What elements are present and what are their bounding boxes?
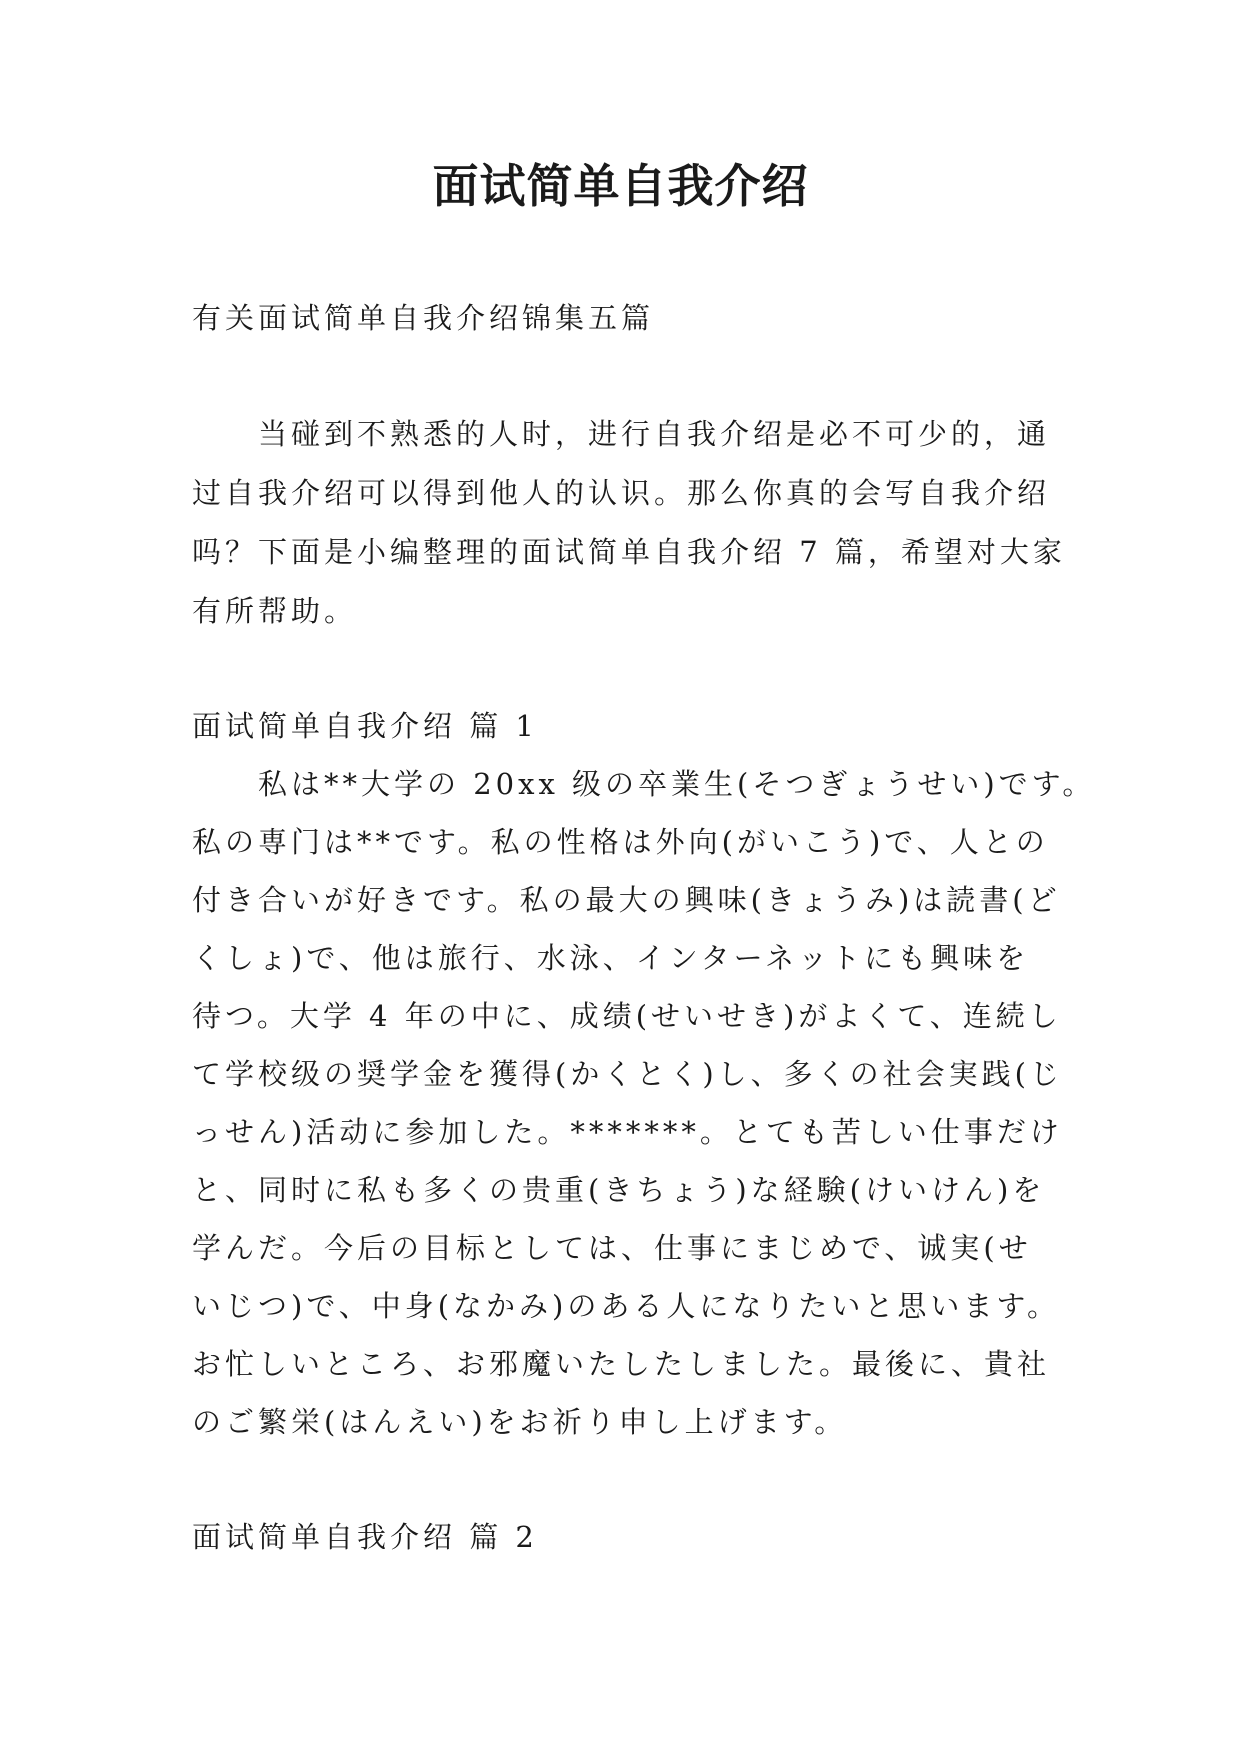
body-line: 私は**大学の 20xx 级の卒業生(そつぎょうせい)です。	[258, 767, 1096, 801]
body-line: 私の専门は**です。私の性格は外向(がいこう)で、人との	[192, 825, 1049, 859]
intro-line: 当碰到不熟悉的人时，进行自我介绍是必不可少的，通	[258, 417, 1051, 451]
body-line: 学んだ。今后の目标としては、仕事にまじめで、诚実(せ	[192, 1231, 1032, 1265]
body-line: 付き合いが好きです。私の最大の興味(きょうみ)は読書(ど	[192, 883, 1061, 917]
body-line: て学校级の奨学金を獲得(かくとく)し、多くの社会実践(じ	[192, 1057, 1063, 1091]
body-line: のご繁栄(はんえい)をお祈り申し上げます。	[192, 1405, 848, 1439]
intro-line: 有所帮助。	[192, 594, 358, 628]
intro-line: 吗？下面是小编整理的面试简单自我介绍 7 篇，希望对大家	[192, 535, 1066, 569]
intro-line: 过自我介绍可以得到他人的认识。那么你真的会写自我介绍	[192, 476, 1051, 510]
body-line: お忙しいところ、お邪魔いたしたしました。最後に、貴社	[192, 1347, 1051, 1381]
body-line: 待つ。大学 4 年の中に、成绩(せいせき)がよくて、连続し	[192, 999, 1062, 1033]
body-line: いじつ)で、中身(なかみ)のある人になりたいと思います。	[192, 1289, 1061, 1323]
page-title: 面试简单自我介绍	[432, 159, 809, 213]
section-heading: 面试简单自我介绍 篇 1	[192, 709, 538, 743]
body-line: と、同时に私も多くの贵重(きちょう)な経験(けいけん)を	[192, 1173, 1046, 1207]
body-line: くしょ)で、他は旅行、水泳、インターネットにも興味を	[192, 941, 1030, 975]
subtitle: 有关面试简单自我介绍锦集五篇	[192, 301, 655, 335]
section-heading: 面试简单自我介绍 篇 2	[192, 1520, 538, 1554]
body-line: っせん)活动に参加した。*******。とても苦しい仕事だけ	[192, 1115, 1063, 1149]
